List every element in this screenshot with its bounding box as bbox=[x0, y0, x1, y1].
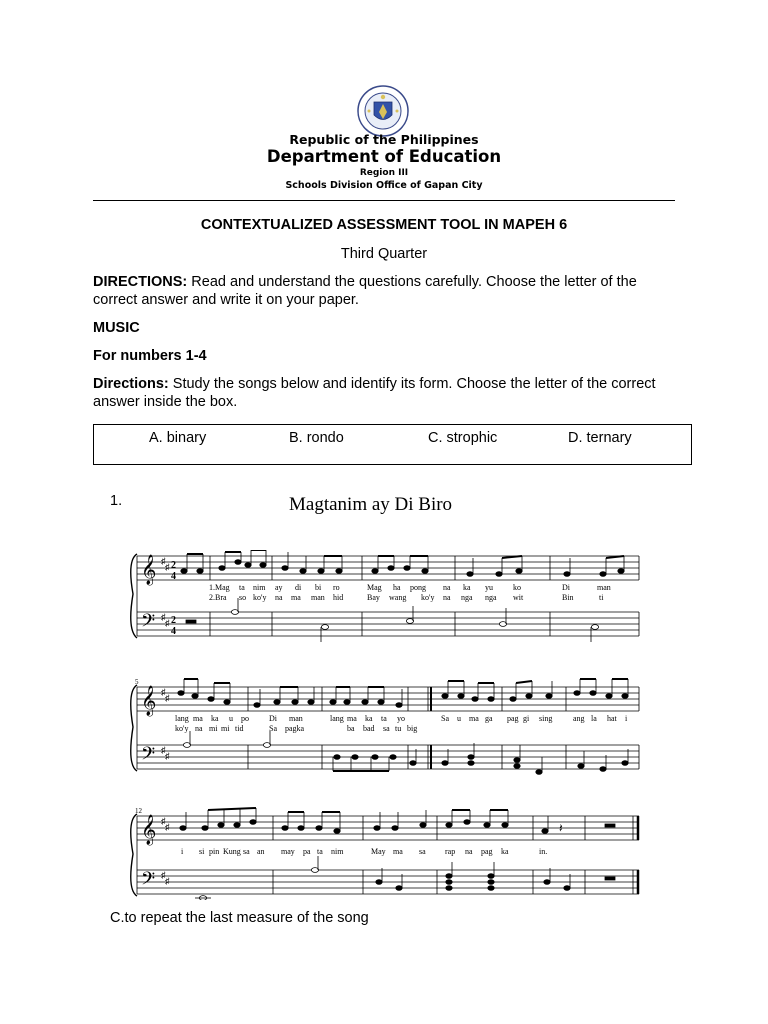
svg-text:na: na bbox=[275, 593, 283, 602]
time-signature-top: 2 bbox=[171, 560, 176, 571]
svg-text:po: po bbox=[241, 714, 249, 723]
score-system-3 bbox=[125, 804, 645, 900]
svg-text:1.Mag: 1.Mag bbox=[209, 583, 230, 592]
svg-text:na: na bbox=[443, 593, 451, 602]
svg-text:♯: ♯ bbox=[161, 816, 166, 826]
choice-a[interactable]: A. binary bbox=[149, 430, 207, 446]
svg-text:nga: nga bbox=[461, 593, 473, 602]
header-divider bbox=[93, 200, 675, 201]
quarter-rest-icon: 𝄽 bbox=[559, 821, 563, 835]
svg-text:ma: ma bbox=[193, 714, 203, 723]
region-line: Region III bbox=[359, 168, 409, 178]
svg-text:rap: rap bbox=[445, 847, 456, 856]
svg-text:bi: bi bbox=[315, 583, 322, 592]
general-directions bbox=[93, 273, 683, 309]
treble-clef-icon: 𝄞 bbox=[141, 686, 157, 715]
svg-text:Bay: Bay bbox=[367, 593, 380, 602]
svg-text:ay: ay bbox=[275, 583, 283, 592]
svg-text:ma: ma bbox=[469, 714, 479, 723]
document-title: CONTEXTUALIZED ASSESSMENT TOOL IN MAPEH 6 bbox=[200, 217, 568, 233]
svg-text:di: di bbox=[295, 583, 302, 592]
svg-text:ma: ma bbox=[393, 847, 403, 856]
directions-label: DIRECTIONS: bbox=[93, 274, 188, 290]
svg-text:ta: ta bbox=[239, 583, 245, 592]
svg-text:mi: mi bbox=[221, 724, 230, 733]
department-title: Department of Education bbox=[266, 147, 502, 166]
sub-directions-label: Directions: bbox=[93, 376, 169, 392]
svg-text:bad: bad bbox=[363, 724, 375, 733]
quarter-label: Third Quarter bbox=[340, 246, 428, 262]
svg-text:ha: ha bbox=[393, 583, 401, 592]
svg-text:tu: tu bbox=[395, 724, 402, 733]
svg-text:ang: ang bbox=[573, 714, 585, 723]
svg-text:ga: ga bbox=[485, 714, 493, 723]
choice-d[interactable]: D. ternary bbox=[568, 430, 632, 446]
measure-number-12: 12 bbox=[135, 807, 142, 815]
svg-text:big: big bbox=[407, 724, 418, 733]
svg-text:ko'y: ko'y bbox=[421, 593, 435, 602]
svg-text:so: so bbox=[239, 593, 247, 602]
svg-text:Di: Di bbox=[562, 583, 570, 592]
svg-text:♯: ♯ bbox=[161, 870, 166, 880]
svg-text:nim: nim bbox=[331, 847, 344, 856]
svg-text:Kung: Kung bbox=[223, 847, 241, 856]
bass-clef-icon: 𝄢 bbox=[141, 610, 156, 635]
treble-clef-icon: 𝄞 bbox=[141, 555, 157, 584]
sub-directions-text: Study the songs below and identify its form. Choose the letter of the correct answer inside the box. bbox=[93, 376, 656, 410]
svg-text:wit: wit bbox=[513, 593, 524, 602]
svg-text:ka: ka bbox=[365, 714, 373, 723]
score-system-1 bbox=[125, 550, 645, 642]
song-title: Magtanim ay Di Biro bbox=[289, 494, 453, 515]
svg-text:an: an bbox=[257, 847, 265, 856]
svg-text:pag: pag bbox=[481, 847, 493, 856]
svg-text:♯: ♯ bbox=[161, 612, 166, 622]
svg-text:Mag: Mag bbox=[367, 583, 382, 592]
svg-text:♯: ♯ bbox=[161, 745, 166, 755]
svg-text:ma: ma bbox=[347, 714, 357, 723]
item-number: 1. bbox=[110, 493, 123, 509]
svg-text:May: May bbox=[371, 847, 386, 856]
division-line: Schools Division Office of Gapan City bbox=[285, 180, 483, 191]
svg-text:lang: lang bbox=[330, 714, 344, 723]
svg-text:ko'y: ko'y bbox=[253, 593, 267, 602]
svg-text:na: na bbox=[465, 847, 473, 856]
svg-text:lang: lang bbox=[175, 714, 189, 723]
svg-text:in.: in. bbox=[539, 847, 548, 856]
bass-clef-icon: 𝄢 bbox=[141, 743, 156, 768]
svg-text:gi: gi bbox=[523, 714, 530, 723]
svg-text:2: 2 bbox=[171, 615, 176, 626]
svg-text:pa: pa bbox=[303, 847, 311, 856]
svg-text:nim: nim bbox=[253, 583, 266, 592]
svg-text:mi: mi bbox=[209, 724, 218, 733]
svg-text:ti: ti bbox=[599, 593, 604, 602]
svg-text:♯: ♯ bbox=[165, 562, 170, 572]
svg-text:ma: ma bbox=[291, 593, 301, 602]
svg-text:u: u bbox=[457, 714, 461, 723]
svg-text:man: man bbox=[311, 593, 325, 602]
svg-text:sing: sing bbox=[539, 714, 553, 723]
directions-text: Read and understand the questions carefully. Choose the letter of the correct answer and write it on your paper. bbox=[93, 274, 637, 308]
choice-b[interactable]: B. rondo bbox=[289, 430, 344, 446]
svg-text:yu: yu bbox=[485, 583, 493, 592]
svg-text:Sa: Sa bbox=[269, 724, 277, 733]
svg-text:pag: pag bbox=[507, 714, 519, 723]
svg-text:♯: ♯ bbox=[165, 751, 170, 761]
svg-text:yo: yo bbox=[397, 714, 405, 723]
svg-text:♯: ♯ bbox=[165, 876, 170, 886]
svg-text:Sa: Sa bbox=[441, 714, 449, 723]
treble-clef-icon: 𝄞 bbox=[141, 815, 157, 844]
choice-c[interactable]: C. strophic bbox=[428, 430, 498, 446]
bass-clef-icon: 𝄢 bbox=[141, 868, 156, 893]
svg-text:u: u bbox=[229, 714, 233, 723]
svg-text:la: la bbox=[591, 714, 597, 723]
svg-text:hat: hat bbox=[607, 714, 617, 723]
svg-text:i: i bbox=[625, 714, 628, 723]
svg-text:may: may bbox=[281, 847, 295, 856]
svg-text:ta: ta bbox=[317, 847, 323, 856]
svg-text:♯: ♯ bbox=[165, 822, 170, 832]
svg-text:wang: wang bbox=[389, 593, 407, 602]
svg-text:ko: ko bbox=[513, 583, 521, 592]
svg-text:si: si bbox=[199, 847, 205, 856]
svg-text:ko'y: ko'y bbox=[175, 724, 189, 733]
subject-heading: MUSIC bbox=[93, 320, 140, 336]
svg-text:ro: ro bbox=[333, 583, 340, 592]
svg-text:pin: pin bbox=[209, 847, 220, 856]
svg-text:na: na bbox=[195, 724, 203, 733]
item-directions bbox=[93, 375, 683, 411]
svg-text:pong: pong bbox=[410, 583, 426, 592]
svg-text:hid: hid bbox=[333, 593, 344, 602]
svg-text:i: i bbox=[181, 847, 184, 856]
svg-text:ka: ka bbox=[463, 583, 471, 592]
svg-text:pagka: pagka bbox=[285, 724, 305, 733]
svg-text:sa: sa bbox=[383, 724, 390, 733]
svg-text:2.Bra: 2.Bra bbox=[209, 593, 227, 602]
svg-text:sa: sa bbox=[419, 847, 426, 856]
svg-text:ta: ta bbox=[381, 714, 387, 723]
svg-text:♯: ♯ bbox=[161, 687, 166, 697]
svg-text:ka: ka bbox=[211, 714, 219, 723]
svg-text:4: 4 bbox=[171, 626, 176, 637]
svg-text:ba: ba bbox=[347, 724, 355, 733]
svg-text:man: man bbox=[597, 583, 611, 592]
svg-text:tid: tid bbox=[235, 724, 244, 733]
svg-text:Di: Di bbox=[269, 714, 277, 723]
choices-box bbox=[93, 424, 692, 465]
numbers-heading: For numbers 1-4 bbox=[93, 348, 207, 364]
time-signature-bottom: 4 bbox=[171, 571, 176, 582]
svg-text:♯: ♯ bbox=[165, 618, 170, 628]
svg-text:Bin: Bin bbox=[562, 593, 574, 602]
score-system-2 bbox=[125, 675, 645, 775]
answer-text: C.to repeat the last measure of the song bbox=[110, 910, 369, 926]
measure-number-5: 5 bbox=[135, 678, 139, 686]
svg-text:♯: ♯ bbox=[165, 693, 170, 703]
deped-seal bbox=[357, 85, 409, 137]
svg-text:man: man bbox=[289, 714, 303, 723]
svg-text:♯: ♯ bbox=[161, 556, 166, 566]
svg-text:na: na bbox=[443, 583, 451, 592]
svg-text:sa: sa bbox=[243, 847, 250, 856]
svg-text:ka: ka bbox=[501, 847, 509, 856]
republic-line: Republic of the Philippines bbox=[289, 132, 479, 147]
svg-text:nga: nga bbox=[485, 593, 497, 602]
